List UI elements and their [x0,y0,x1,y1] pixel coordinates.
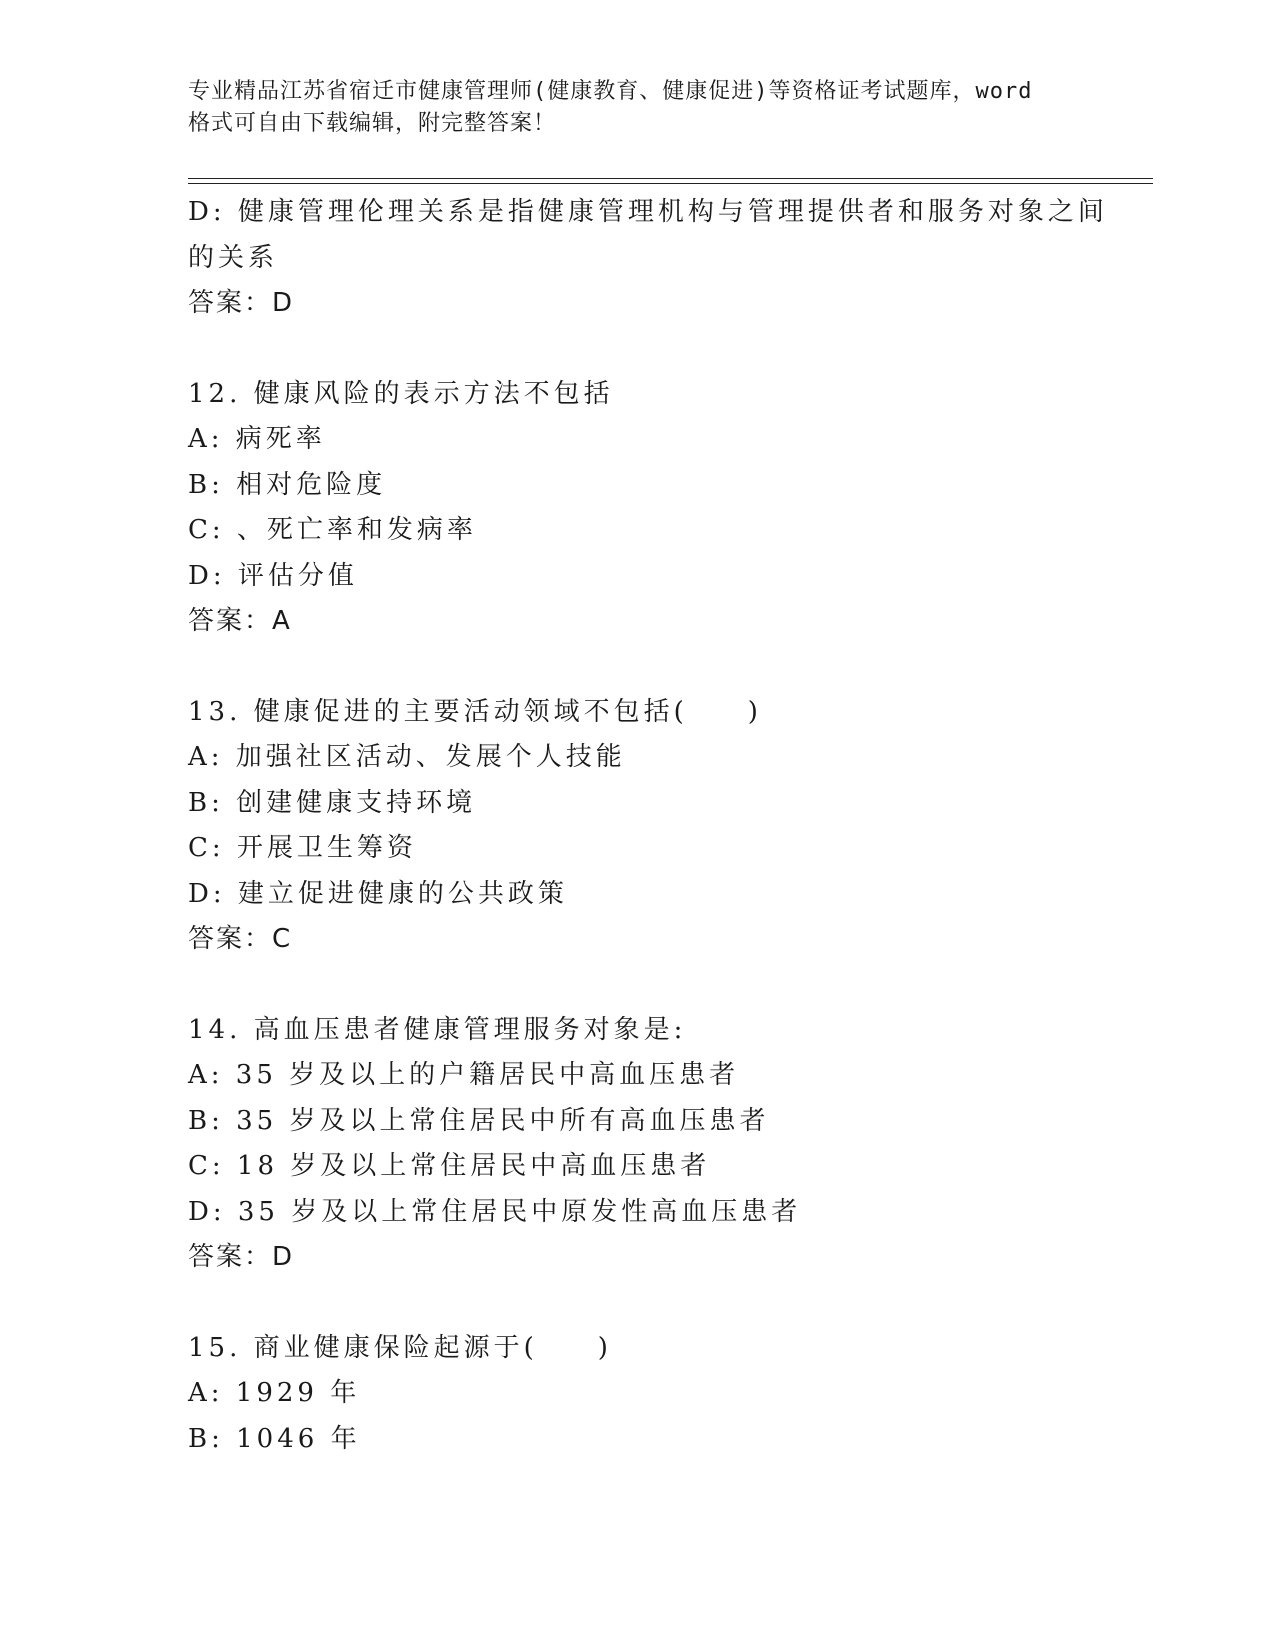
header-divider-top [188,178,1153,179]
answer-line: 答案：D [188,288,295,318]
option-d: D: 评估分值 [188,560,358,591]
answer-line: 答案：D [188,1242,295,1272]
question-15 [188,1326,1088,1463]
question-11-fragment [188,190,1108,327]
document-header [188,76,1088,140]
question-13 [188,690,1088,963]
option-a: A: 1929 年 [188,1378,361,1408]
question-stem: 13. 健康促进的主要活动领域不包括( ) [188,696,762,727]
option-d-continuation: 的关系 [188,242,279,273]
option-a: A: 35 岁及以上的户籍居民中高血压患者 [188,1060,740,1090]
option-c: C: 18 岁及以上常住居民中高血压患者 [188,1151,711,1181]
answer-line: 答案：C [188,924,293,954]
option-c: C: 开展卫生筹资 [188,833,417,863]
header-line-2: 格式可自由下载编辑，附完整答案！ [188,111,557,136]
question-14 [188,1008,1088,1281]
question-stem: 12. 健康风险的表示方法不包括 [188,378,614,409]
option-b: B: 35 岁及以上常住居民中所有高血压患者 [188,1105,770,1136]
question-stem: 14. 高血压患者健康管理服务对象是: [188,1014,687,1045]
header-divider-bottom [188,183,1153,184]
option-a: A: 病死率 [188,424,326,454]
option-d: D: 健康管理伦理关系是指健康管理机构与管理提供者和服务对象之间 [188,197,1108,227]
option-b: B: 相对危险度 [188,469,387,500]
question-12 [188,372,1088,645]
answer-line: 答案：A [188,606,292,636]
option-b: B: 1046 年 [188,1423,361,1454]
option-d: D: 35 岁及以上常住居民中原发性高血压患者 [188,1196,802,1227]
question-stem: 15. 商业健康保险起源于( ) [188,1332,612,1363]
option-d: D: 建立促进健康的公共政策 [188,878,568,909]
option-c: C: 、死亡率和发病率 [188,515,477,545]
header-line-1: 专业精品江苏省宿迁市健康管理师(健康教育、健康促进)等资格证考试题库，word [188,79,1033,104]
option-a: A: 加强社区活动、发展个人技能 [188,742,626,772]
question-content [188,190,1108,1462]
option-b: B: 创建健康支持环境 [188,787,477,818]
